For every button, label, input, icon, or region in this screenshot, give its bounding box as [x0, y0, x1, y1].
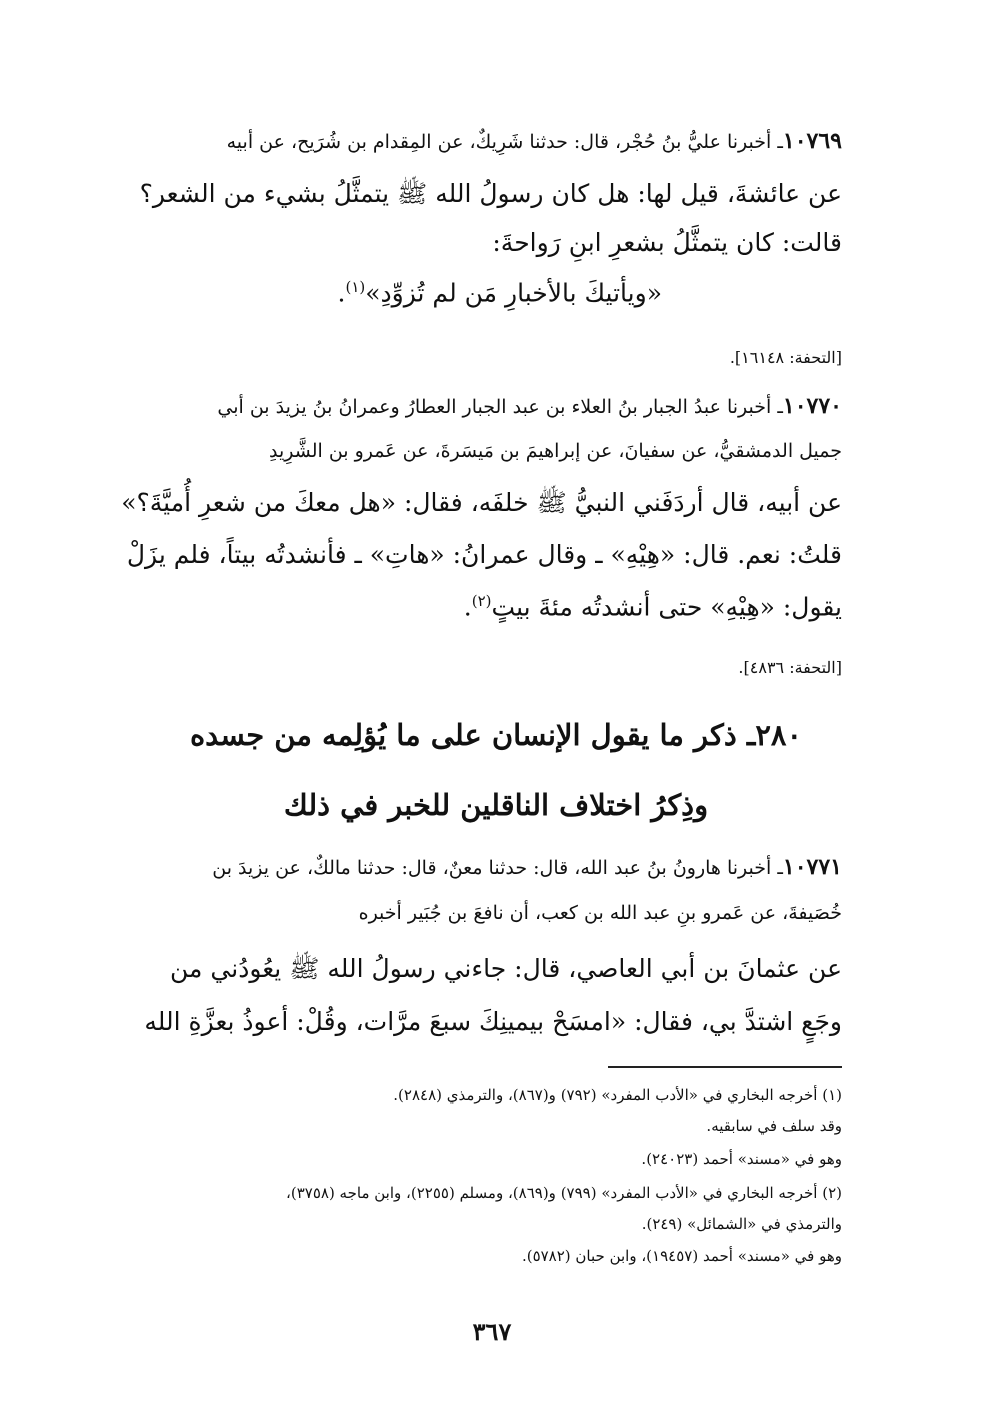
hadith-10771-line-4: وجَعٍ اشتدَّ بي، فقال: «امسَحْ بيمينِكَ سبعَ مرَّات، وقُلْ: أعوذُ بعزَّةِ الله	[144, 1007, 842, 1036]
hadith-10769-line-3: قالت: كان يتمثَّلُ بشعرِ ابنِ رَواحةَ:	[492, 228, 842, 257]
footnote-1-musnad: وهو في «مسند» أحمد (٢٤٠٢٣).	[641, 1150, 842, 1168]
hadith-10770-line-2: جميل الدمشقيُّ، عن سفيانَ، عن إبراهيمَ بن مَيسَرةَ، عن عَمرو بن الشَّرِيدِ	[269, 440, 842, 462]
footnote-2-cont: والترمذي في «الشمائل» (٢٤٩).	[641, 1215, 842, 1233]
footnote-ref[interactable]: (١)	[345, 278, 366, 296]
chapter-title-line-1: ٢٨٠ـ ذكر ما يقول الإنسان على ما يُؤلِمه من جسده	[189, 718, 803, 752]
footnote-2-musnad: وهو في «مسند» أحمد (١٩٤٥٧)، وابن حبان (٥٧٨٢).	[521, 1247, 842, 1265]
tuhfa-reference: [التحفة: ٤٨٣٦].	[738, 658, 842, 677]
hadith-10770-line-4: قلتُ: نعم. قال: «هِيْهِ» ـ وقال عمرانُ: «هاتِ» ـ فأنشدتُه بيتاً، فلم يزَلْ	[126, 540, 842, 569]
hadith-10770-line-5: يقول: «هِيْهِ» حتى أنشدتُه مئةَ بيتٍ$^{(٢)}$.	[463, 592, 842, 622]
hadith-10769-line-2: عن عائشةَ، قيل لها: هل كان رسولُ الله ﷺ يتمثَّلُ بشيء من الشعر؟	[139, 179, 842, 208]
page-number: ٣٦٧	[472, 1317, 512, 1346]
footnote-1: (١) أخرجه البخاري في «الأدب المفرد» (٧٩٢) و(٨٦٧)، والترمذي (٢٨٤٨).	[393, 1086, 842, 1104]
hadith-number: ١٠٧٦٩	[782, 128, 842, 154]
footnote-ref[interactable]: (٢)	[471, 592, 492, 610]
hadith-10770-line-1: ١٠٧٧٠ـ أخبرنا عبدُ الجبار بنُ العلاء بن عبد الجبار العطارُ وعمرانُ بنُ يزيدَ بن أبي	[217, 393, 842, 419]
hadith-10769-line-1: ١٠٧٦٩ـ أخبرنا عليُّ بنُ حُجْر، قال: حدثنا شَرِيكٌ، عن المِقدام بن شُرَيح، عن أبيه	[226, 128, 842, 154]
hadith-10771-line-3: عن عثمانَ بن أبي العاصي، قال: جاءني رسولُ الله ﷺ يعُودُني من	[170, 954, 842, 983]
tuhfa-reference: [التحفة: ١٦١٤٨].	[729, 348, 842, 367]
hadith-number: ١٠٧٧٠	[782, 393, 842, 419]
hadith-10771-line-2: خُصَيفةَ، عن عَمرو بنِ عبد الله بن كعب، أن نافعَ بن جُبَير أخبره	[358, 902, 842, 924]
footnote-2: (٢) أخرجه البخاري في «الأدب المفرد» (٧٩٩) و(٨٦٩)، ومسلم (٢٢٥٥)، وابن ماجه (٣٧٥٨)،	[286, 1184, 842, 1202]
hadith-10771-line-1: ١٠٧٧١ـ أخبرنا هارونُ بنُ عبد الله، قال: حدثنا معنٌ، قال: حدثنا مالكٌ، عن يزيدَ بن	[212, 854, 842, 880]
footnote-1-note: وقد سلف في سابقيه.	[706, 1117, 842, 1135]
chapter-title-line-2: وذِكرُ اختلاف الناقلين للخبر في ذلك	[283, 788, 709, 822]
hadith-10770-line-3: عن أبيه، قال أردَفَني النبيُّ ﷺ خلفَه، فقال: «هل معكَ من شعرِ أُميَّةَ؟»	[121, 488, 842, 517]
poem-verse: «ويأتيكَ بالأخبارِ مَن لم تُزوِّدِ»$^{(١)}$.	[337, 278, 662, 308]
footnote-separator	[608, 1066, 842, 1068]
hadith-number: ١٠٧٧١	[782, 854, 842, 880]
